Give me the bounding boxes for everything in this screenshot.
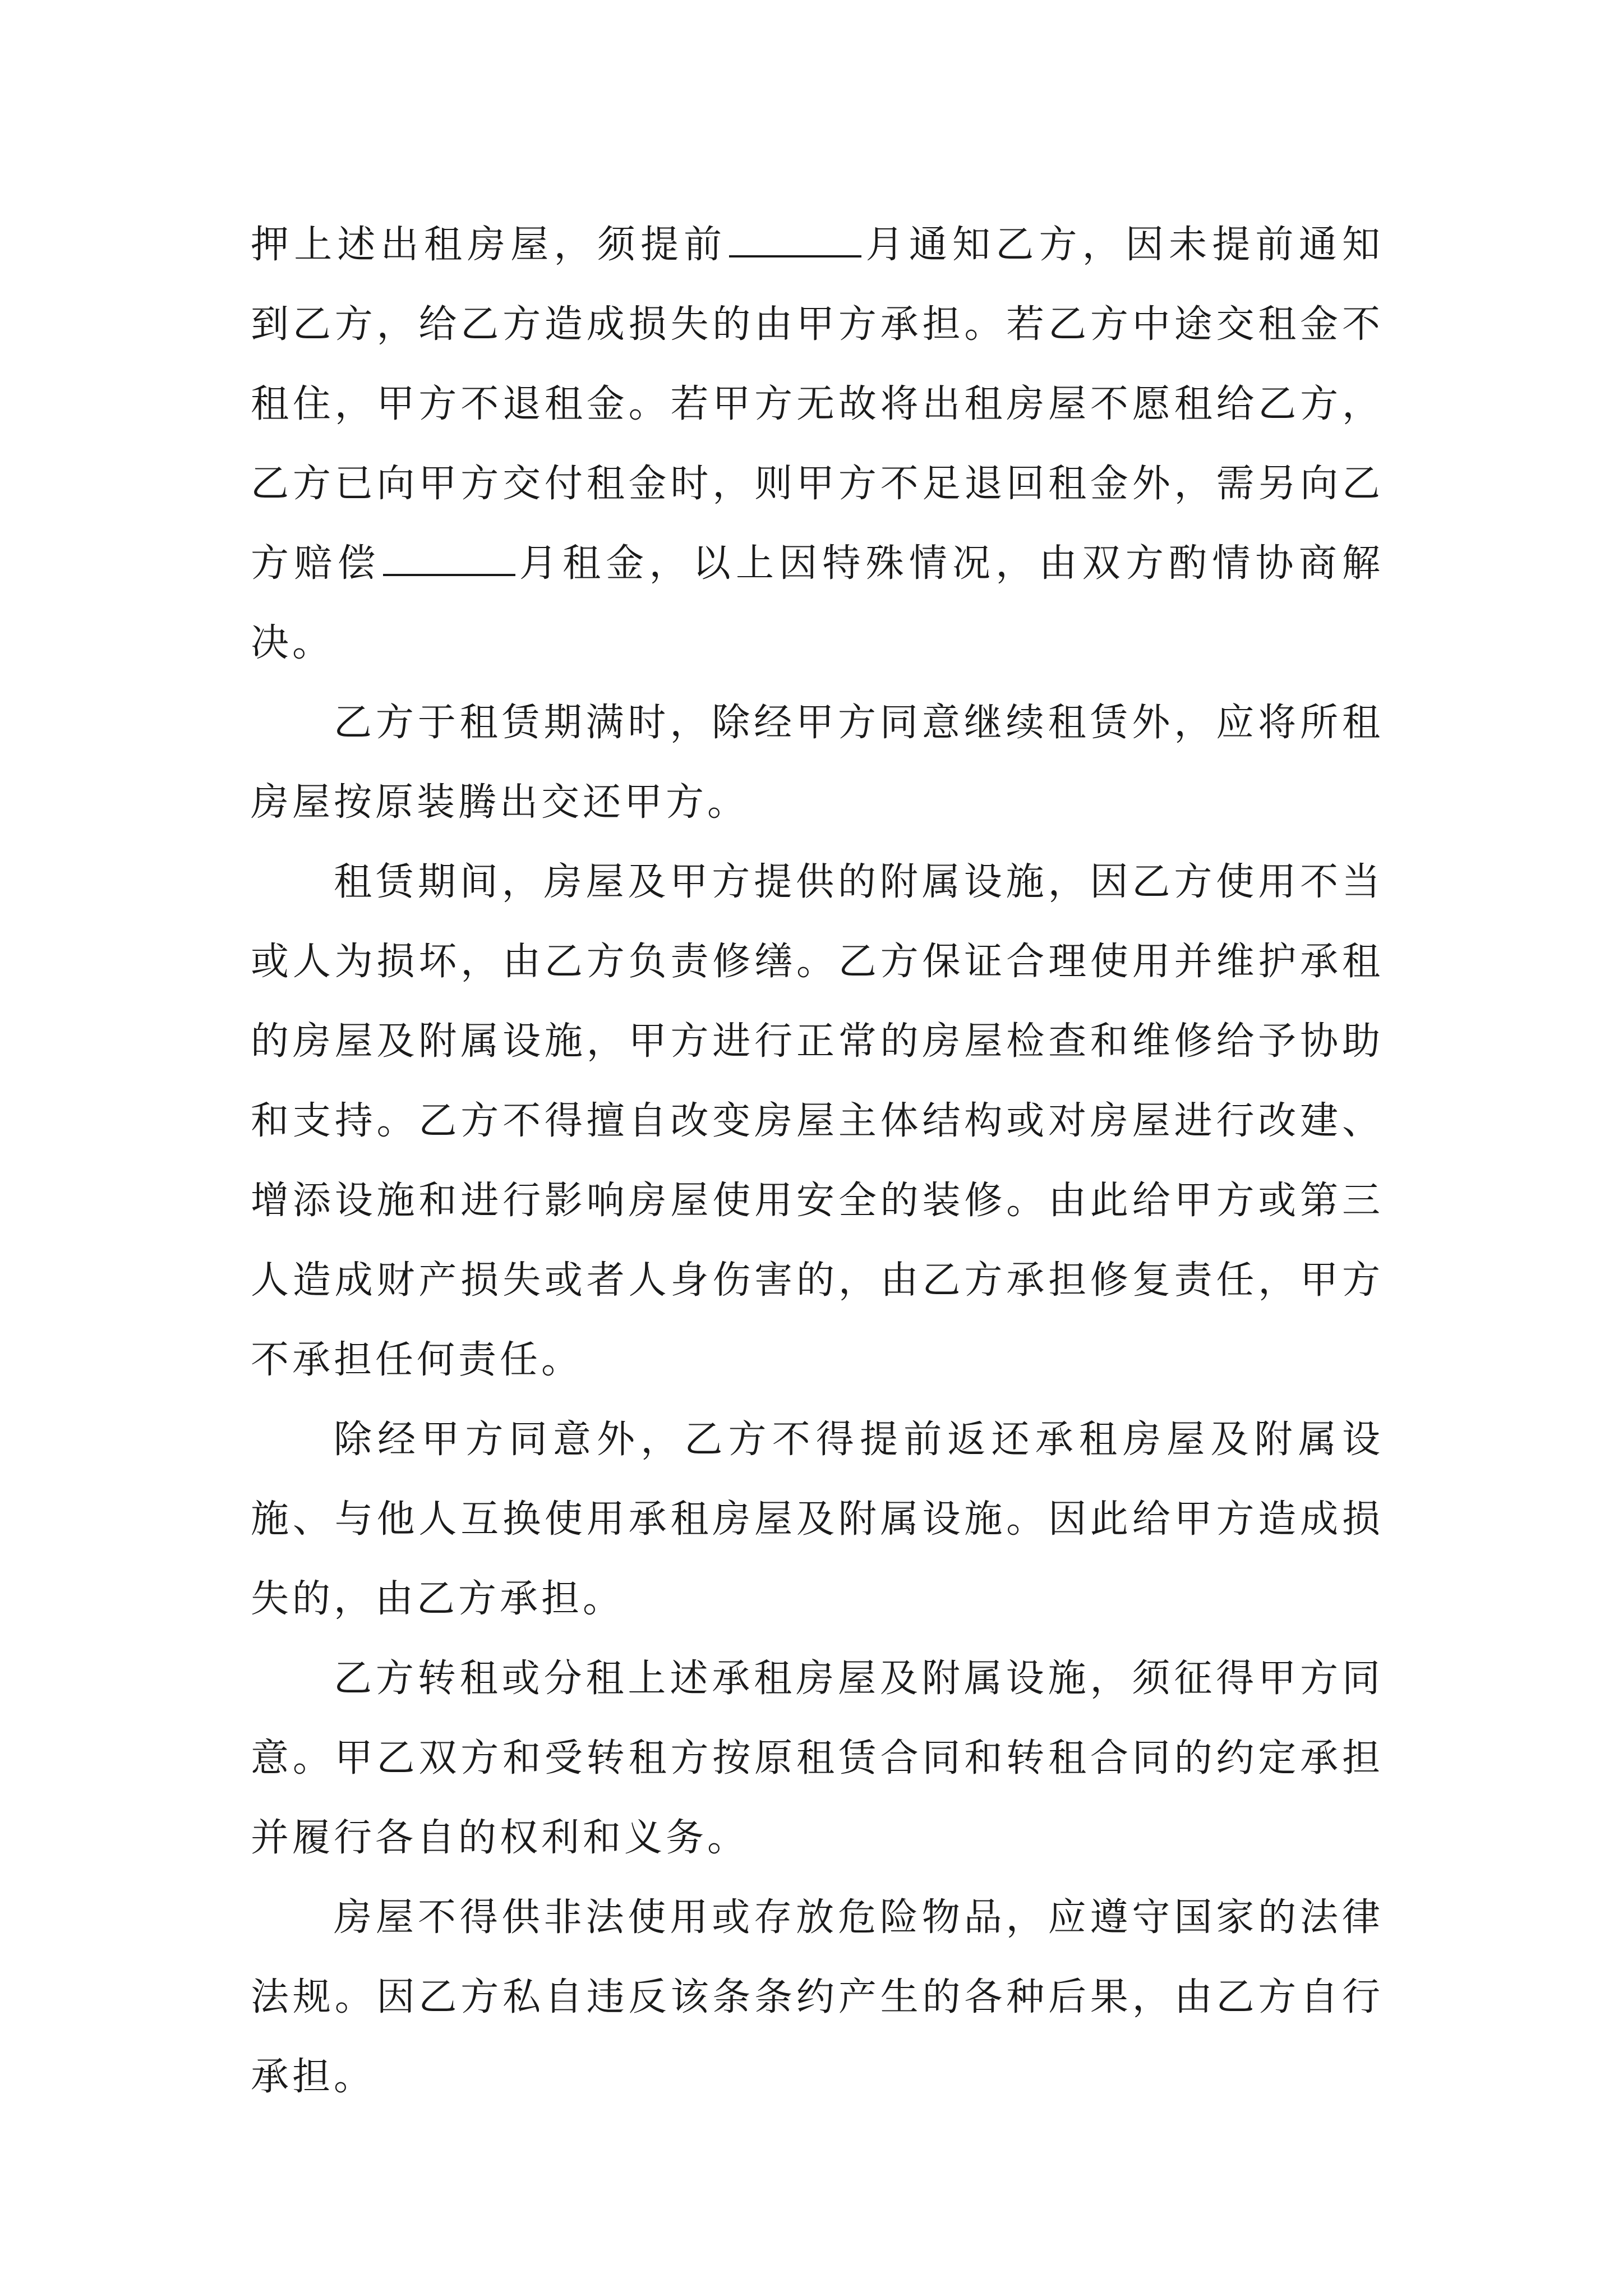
paragraph-sublease: 乙方转租或分租上述承租房屋及附属设施，须征得甲方同意。甲乙双方和受转租方按原租赁合同和转租合同的约定承担并履行各自的权利和义务。 <box>251 1657 1384 1860</box>
paragraph-text: 月租金，以上因特殊情况，由双方酌情协商解决。 <box>251 541 1384 665</box>
paragraph-legal-use: 房屋不得供非法使用或存放危险物品，应遵守国家的法律法规。因乙方私自违反该条条约产生的各种后果，由乙方自行承担。 <box>251 1895 1384 2099</box>
paragraph-text: 月通知乙方，因未提前通知到乙方，给乙方造成损失的由甲方承担。若乙方中途交租金不租住，甲方不退租金。若甲方无故将出租房屋不愿租给乙方，乙方已向甲方交付租金时，则甲方不足退回租金外，需另向乙方赔偿 <box>251 223 1384 586</box>
paragraph-termination-notice <box>251 205 1384 683</box>
paragraph-maintenance: 租赁期间，房屋及甲方提供的附属设施，因乙方使用不当或人为损坏，由乙方负责修缮。乙方保证合理使用并维护承租的房屋及附属设施，甲方进行正常的房屋检查和维修给予协助和支持。乙方不得擅自改变房屋主体结构或对房屋进行改建、增添设施和进行影响房屋使用安全的装修。由此给甲方或第三人造成财产损失或者人身伤害的，由乙方承担修复责任，甲方不承担任何责任。 <box>251 860 1384 1382</box>
paragraph-early-return: 除经甲方同意外，乙方不得提前返还承租房屋及附属设施、与他人互换使用承租房屋及附属设施。因此给甲方造成损失的，由乙方承担。 <box>251 1418 1384 1621</box>
fill-in-blank-notice-months <box>729 223 861 257</box>
paragraph-lease-expiry: 乙方于租赁期满时，除经甲方同意继续租赁外，应将所租房屋按原装腾出交还甲方。 <box>251 701 1384 825</box>
contract-body <box>251 205 1384 2117</box>
fill-in-blank-compensation-months <box>383 541 515 576</box>
paragraph-text: 押上述出租房屋，须提前 <box>251 223 727 267</box>
